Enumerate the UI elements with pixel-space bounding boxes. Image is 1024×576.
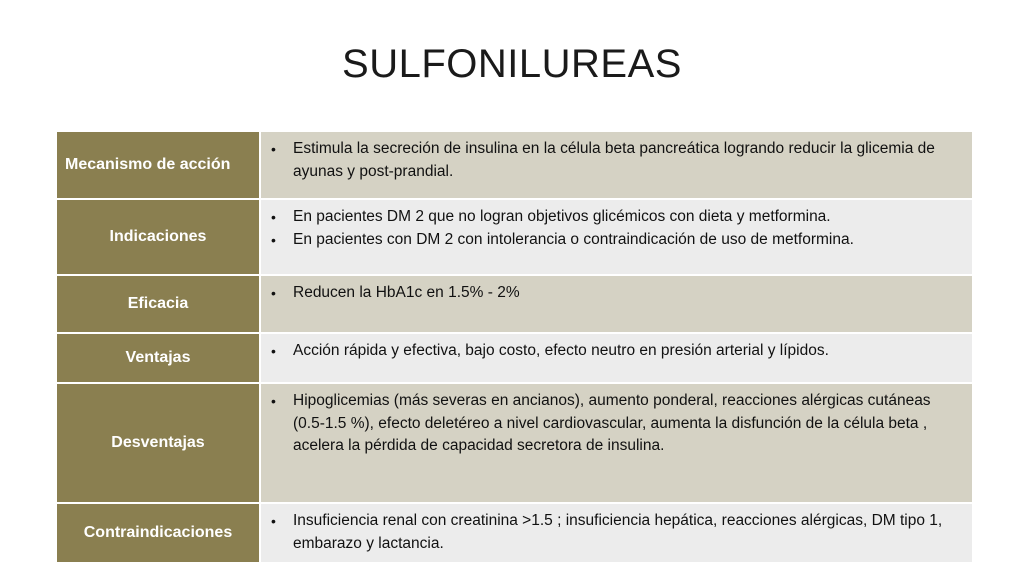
list-item xyxy=(269,229,964,252)
list-item xyxy=(269,206,964,229)
bullet-list xyxy=(269,340,964,363)
list-item-text: En pacientes con DM 2 con intolerancia o contraindicación de uso de metformina. xyxy=(293,230,854,248)
list-item-text: En pacientes DM 2 que no logran objetivos glicémicos con dieta y metformina. xyxy=(293,208,831,225)
list-item-text: Insuficiencia renal con creatinina >1.5 ; insuficiencia hepática, reacciones alérgicas, DM tipo 1, embarazo y lactancia. xyxy=(293,512,943,552)
list-item xyxy=(269,282,964,305)
row-header-mecanismo: Mecanismo de acción xyxy=(57,132,259,200)
row-header-desventajas: Desventajas xyxy=(57,384,259,504)
list-item-text: Reducen la HbA1c en 1.5% - 2% xyxy=(293,284,520,301)
bullet-icon: • xyxy=(271,141,276,157)
row-content-ventajas xyxy=(259,334,972,384)
bullet-list xyxy=(269,390,964,458)
bullet-list xyxy=(269,282,964,305)
list-item-text: Estimula la secreción de insulina en la célula beta pancreática logrando reducir la glicemia de ayunas y post-prandial. xyxy=(293,140,935,180)
bullet-list xyxy=(269,206,964,251)
row-header-eficacia: Eficacia xyxy=(57,276,259,334)
row-header-ventajas: Ventajas xyxy=(57,334,259,384)
bullet-icon: • xyxy=(271,513,276,529)
row-content-indicaciones xyxy=(259,200,972,276)
list-item xyxy=(269,390,964,458)
bullet-icon: • xyxy=(271,209,276,225)
bullet-list xyxy=(269,510,964,555)
list-item-text: Acción rápida y efectiva, bajo costo, efecto neutro en presión arterial y lípidos. xyxy=(293,342,829,359)
list-item xyxy=(269,138,964,183)
info-table xyxy=(57,132,972,564)
bullet-icon: • xyxy=(271,285,276,301)
bullet-icon: • xyxy=(271,343,276,359)
row-content-contraindicaciones xyxy=(259,504,972,564)
row-content-desventajas xyxy=(259,384,972,504)
row-header-indicaciones: Indicaciones xyxy=(57,200,259,276)
row-header-contraindicaciones: Contraindicaciones xyxy=(57,504,259,564)
row-content-eficacia xyxy=(259,276,972,334)
list-item xyxy=(269,510,964,555)
slide-title: SULFONILUREAS xyxy=(342,42,682,86)
row-content-mecanismo xyxy=(259,132,972,200)
bullet-icon: • xyxy=(271,231,276,248)
bullet-icon: • xyxy=(271,393,276,409)
list-item xyxy=(269,340,964,363)
list-item-text: Hipoglicemias (más severas en ancianos), aumento ponderal, reacciones alérgicas cutáneas (0.5-1.5 %), efecto deletéreo a nivel cardiovascular, aumenta la disfunción de la célula beta , acelera la pérdida de capacidad secretora de insulina. xyxy=(293,392,931,454)
bullet-list xyxy=(269,138,964,183)
